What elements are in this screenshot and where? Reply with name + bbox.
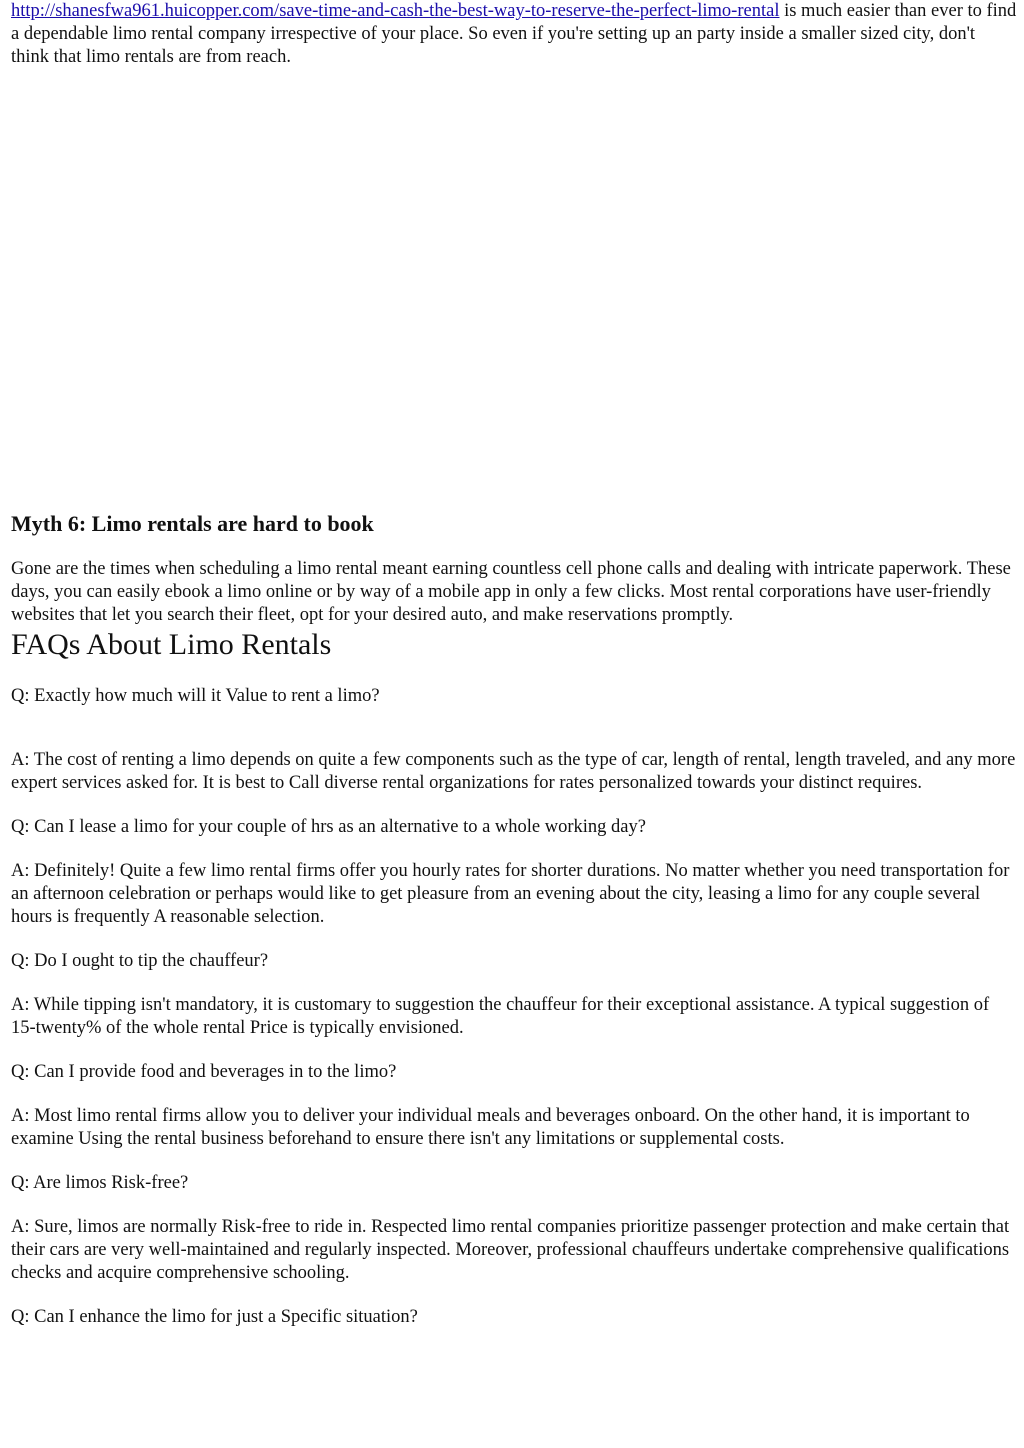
document-page: [11, 0, 1017, 1329]
faq-answer: A: Sure, limos are normally Risk-free to ride in. Respected limo rental companies prioritize passenger protection and make certain that their cars are very well-maintained and regularly inspected. Moreover, professional chauffeurs undertake comprehensive qualifications checks and acquire comprehensive schooling.: [11, 1217, 1010, 1283]
faq-question: Q: Can I provide food and beverages in to the limo?: [11, 1062, 397, 1082]
faq-question: Q: Can I lease a limo for your couple of hrs as an alternative to a whole working day?: [11, 817, 646, 837]
faq-question: Q: Can I enhance the limo for just a Specific situation?: [11, 1307, 418, 1327]
faq-answer: A: The cost of renting a limo depends on quite a few components such as the type of car, length of rental, length traveled, and any more expert services asked for. It is best to Call diverse rental organizations for rates personalized towards your distinct requires.: [11, 750, 1016, 793]
faq-question: Q: Exactly how much will it Value to rent a limo?: [11, 686, 380, 706]
intro-text: is much easier than ever to find a dependable limo rental company irrespective of your place. So even if you're setting up an party inside a smaller sized city, don't think that limo rentals are from reach.: [11, 1, 1017, 67]
myth-6-paragraph: Gone are the times when scheduling a limo rental meant earning countless cell phone calls and dealing with intricate paperwork. These days, you can easily ebook a limo online or by way of a mobile app in only a few clicks. Most rental corporations have user-friendly websites that let you search their fleet, opt for your desired auto, and make reservations promptly.: [11, 559, 1011, 625]
article-link[interactable]: http://shanesfwa961.huicopper.com/save-time-and-cash-the-best-way-to-reserve-the-perfect-limo-rental: [11, 1, 780, 21]
faq-question: Q: Are limos Risk-free?: [11, 1173, 189, 1193]
faq-answer: A: Definitely! Quite a few limo rental firms offer you hourly rates for shorter durations. No matter whether you need transportation for an afternoon celebration or perhaps would like to get pleasure from an evening about the city, leasing a limo for any couple several hours is frequently A reasonable selection.: [11, 861, 1010, 927]
faq-heading: FAQs About Limo Rentals: [11, 628, 332, 661]
faq-answer: A: While tipping isn't mandatory, it is customary to suggestion the chauffeur for their exceptional assistance. A typical suggestion of 15-twenty% of the whole rental Price is typically envisioned.: [11, 995, 990, 1038]
myth-6-heading: Myth 6: Limo rentals are hard to book: [11, 511, 374, 536]
faq-question: Q: Do I ought to tip the chauffeur?: [11, 951, 269, 971]
faq-answer: A: Most limo rental firms allow you to deliver your individual meals and beverages onboard. On the other hand, it is important to examine Using the rental business beforehand to ensure there isn't any limitations or supplemental costs.: [11, 1106, 970, 1149]
blank-image-area: [11, 69, 1017, 510]
intro-paragraph: [11, 0, 1017, 69]
